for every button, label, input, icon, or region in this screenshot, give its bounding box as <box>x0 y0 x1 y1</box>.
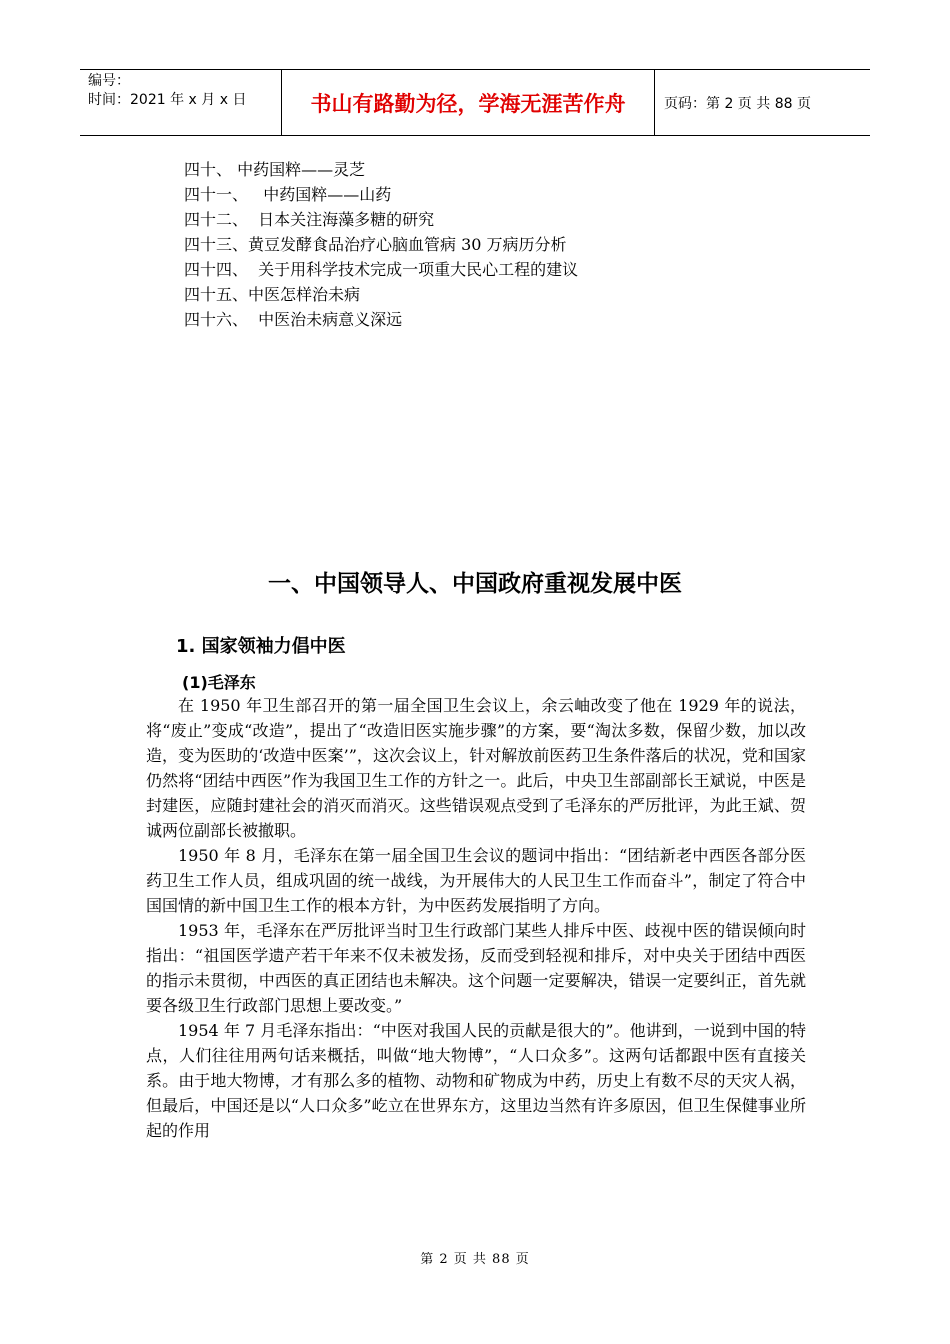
toc-item: 四十二、 日本关注海藻多糖的研究 <box>184 210 435 229</box>
paragraph: 1954 年 7 月毛泽东指出：“中医对我国人民的贡献是很大的”。他讲到，一说到中国的特点，人们往往用两句话来概括，叫做“地大物博”，“人口众多”。这两句话都跟中医有直接关系。由于地大物博，才有那么多的植物、动物和矿物成为中药，历史上有数不尽的天灾人祸，但最后，中国还是以“人口众多”屹立在世界东方，这里边当然有许多原因，但卫生保健事业所起的作用 <box>146 1021 806 1140</box>
header-motto: 书山有路勤为径，学海无涯苦作舟 <box>281 70 655 135</box>
header-page-label: 页码：第 2 页 共 88 页 <box>664 95 811 112</box>
page-footer: 第 2 页 共 88 页 <box>420 1252 530 1267</box>
body-text <box>146 693 806 1143</box>
toc-item: 四十三、黄豆发酵食品治疗心脑血管病 30 万病历分析 <box>184 235 567 254</box>
toc-item: 四十四、 关于用科学技术完成一项重大民心工程的建议 <box>184 260 579 279</box>
toc-item: 四十五、中医怎样治未病 <box>184 285 361 304</box>
subsubsection-title: (1)毛泽东 <box>182 673 256 692</box>
toc-item: 四十一、 中药国粹——山药 <box>184 185 392 204</box>
toc-list <box>184 157 578 332</box>
page-header <box>80 69 870 136</box>
time-label: 时间：2021 年 x 月 x 日 <box>88 92 247 108</box>
subsection-title: 1. 国家领袖力倡中医 <box>176 636 346 657</box>
section-title: 一、中国领导人、中国政府重视发展中医 <box>268 571 682 597</box>
number-label: 编号： <box>88 73 130 89</box>
paragraph: 1953 年，毛泽东在严厉批评当时卫生行政部门某些人排斥中医、歧视中医的错误倾向时指出：“祖国医学遗产若干年来不仅未被发扬，反而受到轻视和排斥，对中央关于团结中西医的指示未贯彻，中西医的真正团结也未解决。这个问题一定要解决，错误一定要纠正，首先就要各级卫生行政部门思想上要改变。” <box>146 921 806 1015</box>
toc-item: 四十、 中药国粹——灵芝 <box>184 160 366 179</box>
paragraph: 1950 年 8 月，毛泽东在第一届全国卫生会议的题词中指出：“团结新老中西医各部分医药卫生工作人员，组成巩固的统一战线，为开展伟大的人民卫生工作而奋斗”，制定了符合中国国情的新中国卫生工作的根本方针，为中医药发展指明了方向。 <box>146 846 806 915</box>
header-meta <box>80 70 281 135</box>
toc-item: 四十六、 中医治未病意义深远 <box>184 310 403 329</box>
paragraph: 在 1950 年卫生部召开的第一届全国卫生会议上，余云岫改变了他在 1929 年的说法，将“废止”变成“改造”，提出了“改造旧医实施步骤”的方案，要“淘汰多数，保留少数，加以改造，变为医助的‘改造中医案’”，这次会议上，针对解放前医药卫生条件落后的状况，党和国家仍然将“团结中西医”作为我国卫生工作的方针之一。此后，中央卫生部副部长王斌说，中医是封建医，应随封建社会的消灭而消灭。这些错误观点受到了毛泽东的严厉批评，为此王斌、贺诚两位副部长被撤职。 <box>146 696 806 840</box>
